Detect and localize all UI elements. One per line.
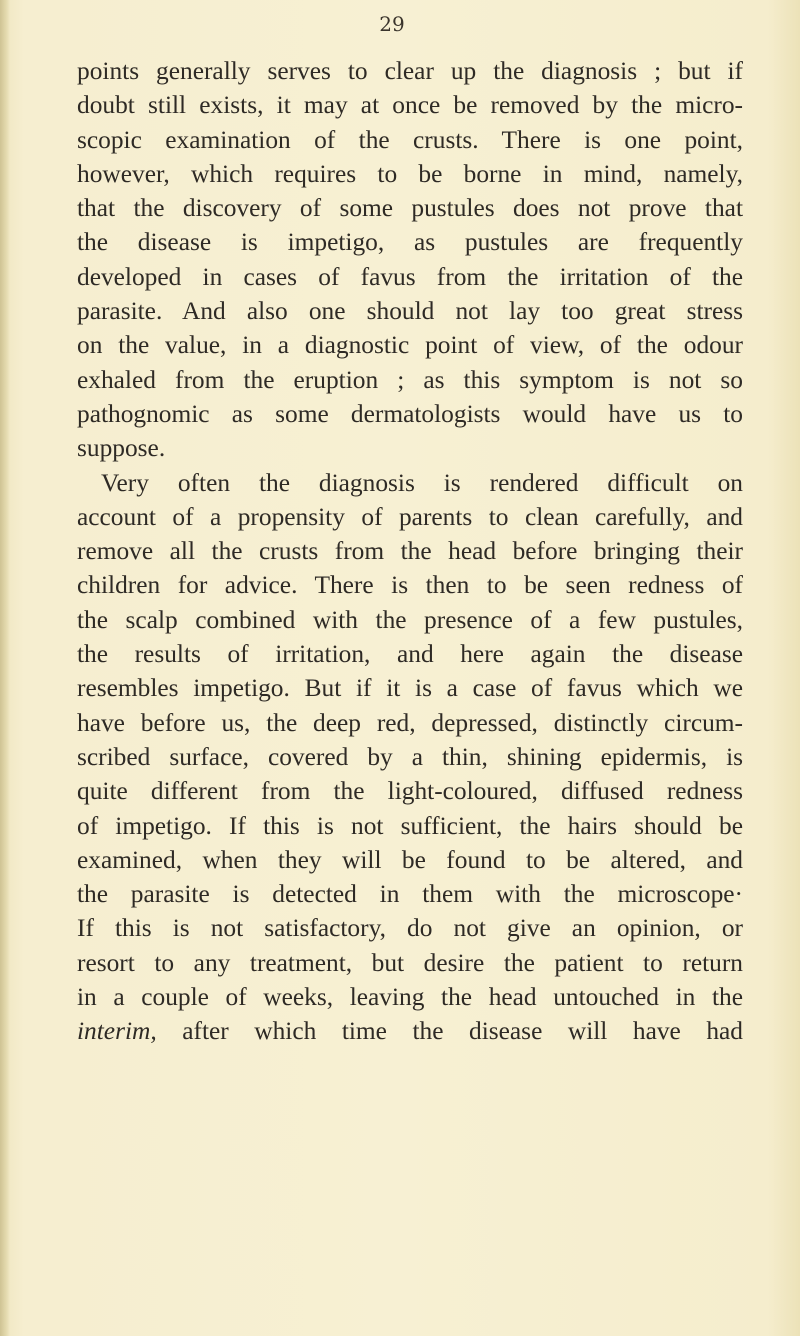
text-line: If this is not satisfactory, do not give an opinion, or (77, 914, 743, 943)
text-line: resembles impetigo. But if it is a case of favus which we (77, 674, 743, 703)
text-line: examined, when they will be found to be altered, and (77, 845, 743, 874)
text-line: developed in cases of favus from the irritation of the (77, 262, 743, 291)
page-binding-edge (0, 0, 10, 1336)
text-line: account of a propensity of parents to clean carefully, and (77, 502, 743, 531)
text-line: the disease is impetigo, as pustules are frequently (77, 228, 743, 257)
text-line: points generally serves to clear up the diagnosis ; but if (77, 57, 743, 85)
text-line: resort to any treatment, but desire the patient to return (77, 948, 743, 977)
text-line: parasite. And also one should not lay too great stress (77, 297, 743, 326)
text-line: doubt still exists, it may at once be removed by the micro- (77, 91, 743, 120)
text-line: on the value, in a diagnostic point of view, of the odour (77, 331, 743, 360)
text-line: suppose. (77, 434, 166, 463)
text-line: however, which requires to be borne in mind, namely, (77, 159, 743, 188)
text-line: in a couple of weeks, leaving the head untouched in the (77, 983, 743, 1012)
text-line-final (77, 1014, 743, 1048)
text-line: scribed surface, covered by a thin, shining epidermis, is (77, 742, 743, 771)
text-line: of impetigo. If this is not sufficient, the hairs should be (77, 811, 743, 840)
text-line: quite different from the light-coloured, diffused redness (77, 777, 743, 806)
text-line: Very often the diagnosis is rendered difficult on (101, 468, 743, 497)
page-number: 29 (379, 12, 405, 36)
text-line-rest: after which time the disease will have had (156, 1017, 743, 1046)
text-line: the scalp combined with the presence of a few pustules, (77, 605, 743, 634)
text-line: scopic examination of the crusts. There is one point, (77, 125, 743, 154)
text-line: remove all the crusts from the head before bringing their (77, 537, 743, 566)
text-line: children for advice. There is then to be seen redness of (77, 571, 743, 600)
text-line: pathognomic as some dermatologists would have us to (77, 399, 743, 428)
body-text (77, 54, 743, 1049)
text-line: that the discovery of some pustules does not prove that (77, 194, 743, 223)
text-line: exhaled from the eruption ; as this symptom is not so (77, 365, 743, 394)
text-line: the parasite is detected in them with the microscope· (77, 880, 743, 909)
text-line: the results of irritation, and here again the disease (77, 640, 743, 669)
text-line: have before us, the deep red, depressed, distinctly circum- (77, 708, 743, 737)
italic-word: interim, (77, 1017, 157, 1046)
